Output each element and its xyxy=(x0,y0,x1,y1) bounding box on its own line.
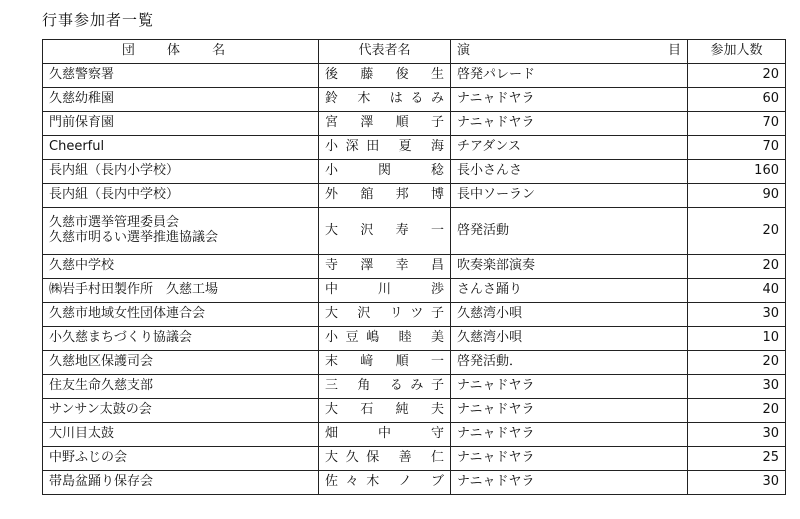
header-participants: 参加人数 xyxy=(688,40,786,64)
group-name-cell: Cheerful xyxy=(43,136,319,160)
representative-cell: 中 川 渉 xyxy=(319,279,451,303)
table-row xyxy=(43,112,786,136)
performance-cell: 長中ソーラン xyxy=(451,184,688,208)
table-row xyxy=(43,327,786,351)
representative-cell: 末 﨑 順 一 xyxy=(319,351,451,375)
participant-count-cell: 30 xyxy=(688,423,786,447)
performance-cell: ナニャドヤラ xyxy=(451,399,688,423)
group-name-cell xyxy=(43,208,319,255)
table-row xyxy=(43,279,786,303)
group-name-cell: 長内組（長内中学校） xyxy=(43,184,319,208)
representative-cell: 三 角 るみ子 xyxy=(319,375,451,399)
table-row xyxy=(43,399,786,423)
group-name-cell: 久慈幼稚園 xyxy=(43,88,319,112)
participant-count-cell: 40 xyxy=(688,279,786,303)
representative-cell: 小豆嶋 睦 美 xyxy=(319,327,451,351)
table-row xyxy=(43,136,786,160)
table-row xyxy=(43,184,786,208)
representative-cell: 大久保 善 仁 xyxy=(319,447,451,471)
representative-cell: 小 関 稔 xyxy=(319,160,451,184)
participants-table xyxy=(42,39,786,495)
performance-cell: 久慈湾小唄 xyxy=(451,303,688,327)
group-name-cell: サンサン太鼓の会 xyxy=(43,399,319,423)
representative-cell: 大 石 純 夫 xyxy=(319,399,451,423)
header-row xyxy=(43,40,786,64)
performance-cell: 長小さんさ xyxy=(451,160,688,184)
table-body xyxy=(43,64,786,495)
group-name-cell: 長内組（長内小学校） xyxy=(43,160,319,184)
participant-count-cell: 90 xyxy=(688,184,786,208)
participant-count-cell: 20 xyxy=(688,208,786,255)
group-name-cell: 久慈市地域女性団体連合会 xyxy=(43,303,319,327)
table-row xyxy=(43,423,786,447)
participant-count-cell: 70 xyxy=(688,136,786,160)
group-name-cell: 大川目太鼓 xyxy=(43,423,319,447)
table-row xyxy=(43,88,786,112)
performance-cell: チアダンス xyxy=(451,136,688,160)
performance-cell: 久慈湾小唄 xyxy=(451,327,688,351)
participant-count-cell: 70 xyxy=(688,112,786,136)
table-row xyxy=(43,160,786,184)
group-name-cell: 中野ふじの会 xyxy=(43,447,319,471)
group-name-cell: 住友生命久慈支部 xyxy=(43,375,319,399)
table-row xyxy=(43,447,786,471)
representative-cell: 小深田 夏 海 xyxy=(319,136,451,160)
participant-count-cell: 20 xyxy=(688,399,786,423)
table-row xyxy=(43,375,786,399)
group-name-cell: 久慈警察署 xyxy=(43,64,319,88)
performance-cell: ナニャドヤラ xyxy=(451,447,688,471)
group-name-cell: 小久慈まちづくり協議会 xyxy=(43,327,319,351)
group-name-line: 久慈市明るい選挙推進協議会 xyxy=(49,230,219,245)
table-row xyxy=(43,471,786,495)
table-row xyxy=(43,303,786,327)
participant-count-cell: 30 xyxy=(688,471,786,495)
participant-count-cell: 30 xyxy=(688,375,786,399)
representative-cell: 宮 澤 順 子 xyxy=(319,112,451,136)
participant-count-cell: 20 xyxy=(688,255,786,279)
representative-cell: 外 舘 邦 博 xyxy=(319,184,451,208)
performance-cell: さんさ踊り xyxy=(451,279,688,303)
group-name-cell: ㈱岩手村田製作所 久慈工場 xyxy=(43,279,319,303)
participant-count-cell: 10 xyxy=(688,327,786,351)
group-name-cell: 帯島盆踊り保存会 xyxy=(43,471,319,495)
performance-cell: ナニャドヤラ xyxy=(451,423,688,447)
representative-cell: 後 藤 俊 生 xyxy=(319,64,451,88)
table-row xyxy=(43,351,786,375)
representative-cell: 鈴 木 はるみ xyxy=(319,88,451,112)
performance-cell: 啓発活動 xyxy=(451,208,688,255)
performance-cell: ナニャドヤラ xyxy=(451,375,688,399)
participant-count-cell: 20 xyxy=(688,351,786,375)
group-name-cell: 久慈中学校 xyxy=(43,255,319,279)
performance-cell: ナニャドヤラ xyxy=(451,112,688,136)
group-name-cell: 久慈地区保護司会 xyxy=(43,351,319,375)
participant-count-cell: 160 xyxy=(688,160,786,184)
table-row xyxy=(43,208,786,255)
header-group-name: 団 体 名 xyxy=(43,40,319,64)
participant-count-cell: 25 xyxy=(688,447,786,471)
participant-count-cell: 20 xyxy=(688,64,786,88)
page-title: 行事参加者一覧 xyxy=(42,11,155,29)
performance-cell: ナニャドヤラ xyxy=(451,88,688,112)
performance-cell: ナニャドヤラ xyxy=(451,471,688,495)
representative-cell: 大 沢 リツ子 xyxy=(319,303,451,327)
participant-count-cell: 60 xyxy=(688,88,786,112)
table-row xyxy=(43,255,786,279)
table-row xyxy=(43,64,786,88)
representative-cell: 佐々木 ノ ブ xyxy=(319,471,451,495)
group-name-cell: 門前保育園 xyxy=(43,112,319,136)
table-header xyxy=(43,40,786,64)
participant-count-cell: 30 xyxy=(688,303,786,327)
performance-cell: 啓発パレード xyxy=(451,64,688,88)
performance-cell: 啓発活動． xyxy=(451,351,688,375)
group-name-line: 久慈市選挙管理委員会 xyxy=(49,215,180,231)
representative-cell: 畑 中 守 xyxy=(319,423,451,447)
representative-cell: 寺 澤 幸 昌 xyxy=(319,255,451,279)
performance-cell: 吹奏楽部演奏 xyxy=(451,255,688,279)
header-representative: 代表者名 xyxy=(319,40,451,64)
representative-cell: 大 沢 寿 一 xyxy=(319,208,451,255)
header-performance: 演 目 xyxy=(451,40,688,64)
